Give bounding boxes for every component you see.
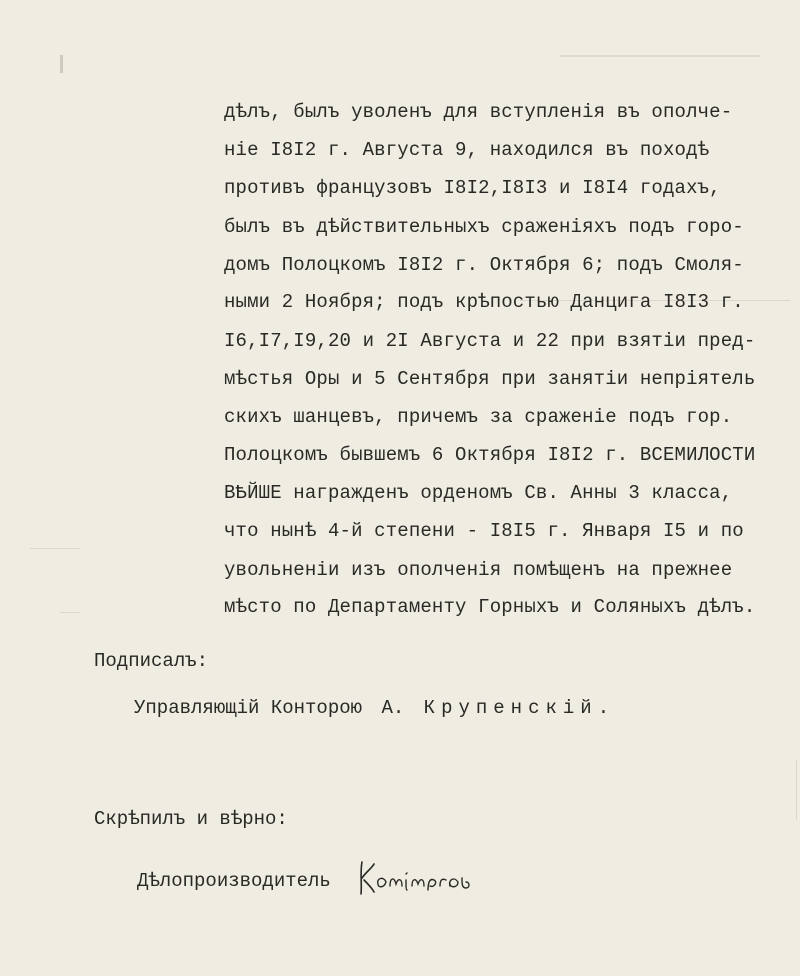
body-line: увольненіи изъ ополченія помѣщенъ на прежнее <box>224 559 733 581</box>
body-line: Полоцкомъ бывшемъ 6 Октября I8I2 г. ВСЕМИЛОСТИ <box>224 444 756 466</box>
attest-label: Скрѣпилъ и вѣрно: <box>94 808 288 830</box>
manager-title: Управляющій Конторою <box>134 697 363 719</box>
body-line: противъ французовъ I8I2,I8I3 и I8I4 годахъ, <box>224 177 721 199</box>
body-line: былъ въ дѣйствительныхъ сраженіяхъ подъ горо- <box>224 216 744 238</box>
bleed-through-mark <box>60 612 80 613</box>
signed-label: Подписалъ: <box>94 650 209 672</box>
body-line: дѣлъ, былъ уволенъ для вступленія въ ополче- <box>224 101 733 123</box>
body-line: ніе I8I2 г. Августа 9, находился въ походѣ <box>224 139 710 161</box>
body-line: мѣсто по Департаменту Горныхъ и Соляныхъ дѣлъ. <box>224 596 756 618</box>
body-line: домъ Полоцкомъ I8I2 г. Октября 6; подъ Смоля- <box>224 254 744 276</box>
body-line: скихъ шанцевъ, причемъ за сраженіе подъ гор. <box>224 406 733 428</box>
clerk-signature <box>354 856 474 905</box>
body-line: ными 2 Ноября; подъ крѣпостью Данцига I8I3 г. <box>224 291 744 313</box>
manager-line <box>134 697 615 719</box>
bleed-through-mark <box>796 760 797 820</box>
bleed-through-mark <box>30 548 80 549</box>
body-line: что нынѣ 4-й степени - I8I5 г. Января I5 и по <box>224 520 744 542</box>
bleed-through-mark <box>560 55 760 57</box>
body-line: I6,I7,I9,20 и 2I Августа и 22 при взятіи пред- <box>224 330 756 352</box>
signature-scribble <box>354 856 474 900</box>
manager-surname: Крупенскій. <box>423 697 616 719</box>
body-line: мѣстья Оры и 5 Сентября при занятіи непріятель <box>224 368 756 390</box>
body-line: ВѢЙШЕ награжденъ орденомъ Св. Анны 3 класса, <box>224 482 733 504</box>
manager-initial: А. <box>381 697 405 719</box>
clerk-title: Дѣлопроизводитель <box>137 870 331 892</box>
bleed-through-mark <box>60 55 63 73</box>
